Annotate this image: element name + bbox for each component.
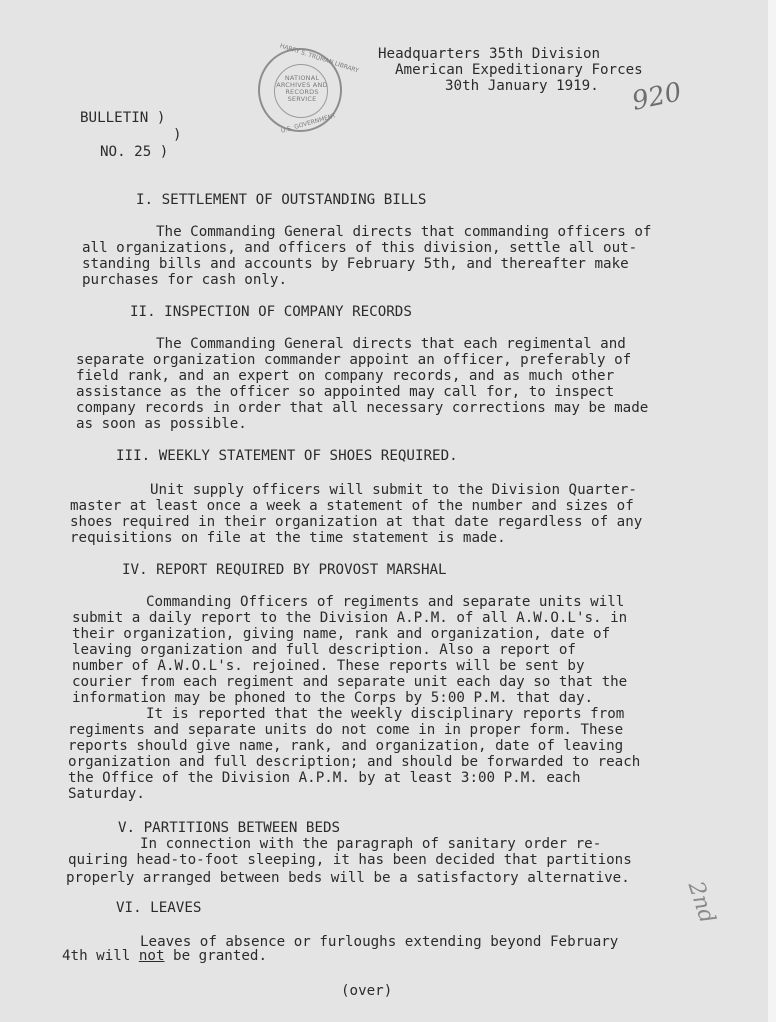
header-line-2: American Expeditionary Forces <box>395 62 643 78</box>
header-line-1: Headquarters 35th Division <box>378 46 601 62</box>
section-text-line: courier from each regiment and separate unit each day so that the <box>72 674 628 690</box>
section-text-line: purchases for cash only. <box>82 272 287 288</box>
archives-stamp <box>258 42 360 135</box>
section-text-line: their organization, giving name, rank and organization, date of <box>72 626 611 642</box>
section-text-line: master at least once a week a statement of the number and sizes of <box>70 498 634 514</box>
bulletin-label: BULLETIN ) <box>80 110 166 126</box>
section-text-line: Saturday. <box>68 786 145 802</box>
section-heading: VI. LEAVES <box>116 900 202 916</box>
section-text-line: regiments and separate units do not come in in proper form. These <box>68 722 624 738</box>
stamp-rim-top: HARRY S. TRUMAN LIBRARY <box>278 42 360 75</box>
section-text-line: standing bills and accounts by February 5th, and thereafter make <box>82 256 629 272</box>
margin-note: 2nd <box>682 878 720 927</box>
section-text-line: as soon as possible. <box>76 416 247 432</box>
section-text-line: reports should give name, rank, and organization, date of leaving <box>68 738 624 754</box>
section-text-line: the Office of the Division A.P.M. by at least 3:00 P.M. each <box>68 770 581 786</box>
section-heading: III. WEEKLY STATEMENT OF SHOES REQUIRED. <box>116 448 458 464</box>
emphasis-not: not <box>138 948 165 964</box>
section-heading: IV. REPORT REQUIRED BY PROVOST MARSHAL <box>122 562 447 578</box>
section-text-line: Commanding Officers of regiments and separate units will <box>146 594 625 610</box>
section-text-line: leaving organization and full description. Also a report of <box>72 642 576 658</box>
bulletin-number: NO. 25 ) <box>100 144 169 160</box>
stamp-line: SERVICE <box>287 95 317 103</box>
section-text-line: Unit supply officers will submit to the Division Quarter- <box>150 482 637 498</box>
section-text-line: all organizations, and officers of this division, settle all out- <box>82 240 638 256</box>
section-text-line: It is reported that the weekly disciplinary reports from <box>146 706 625 722</box>
section-text-line: separate organization commander appoint an officer, preferably of <box>76 352 632 368</box>
last-line-end: be granted. <box>164 948 267 964</box>
section-heading: V. PARTITIONS BETWEEN BEDS <box>118 820 341 836</box>
section-text-line: organization and full description; and should be forwarded to reach <box>68 754 641 770</box>
section-text-line: shoes required in their organization at that date regardless of any <box>70 514 643 530</box>
stamp-rim-bottom: U.S. GOVERNMENT <box>280 112 337 135</box>
section-text-line: submit a daily report to the Division A.P.M. of all A.W.O.L's. in <box>72 610 628 626</box>
section-text-line: number of A.W.O.L's. rejoined. These reports will be sent by <box>72 658 585 674</box>
section-text-line: The Commanding General directs that each regimental and <box>156 336 626 352</box>
section-text-line: field rank, and an expert on company records, and as much other <box>76 368 615 384</box>
section-text-line: quiring head-to-foot sleeping, it has been decided that partitions <box>68 852 632 868</box>
handwritten-number: 920 <box>629 77 685 117</box>
bulletin-bracket: ) <box>173 127 182 143</box>
section-last-line <box>62 948 267 964</box>
section-heading: I. SETTLEMENT OF OUTSTANDING BILLS <box>136 192 427 208</box>
section-text-line: information may be phoned to the Corps by 5:00 P.M. that day. <box>72 690 594 706</box>
section-text-line: properly arranged between beds will be a satisfactory alternative. <box>66 870 630 886</box>
stamp-line: ARCHIVES AND <box>276 81 328 89</box>
stamp-line: RECORDS <box>285 88 319 96</box>
section-text-line: assistance as the officer so appointed may call for, to inspect <box>76 384 615 400</box>
last-line-start: 4th will <box>62 948 139 964</box>
section-text-line: company records in order that all necessary corrections may be made <box>76 400 649 416</box>
section-text-line: The Commanding General directs that commanding officers of <box>156 224 652 240</box>
header-date: 30th January 1919. <box>445 78 599 94</box>
section-text-line: Leaves of absence or furloughs extending beyond February <box>140 934 619 950</box>
stamp-line: NATIONAL <box>284 74 320 82</box>
over-note: (over) <box>341 983 393 999</box>
section-text-line: requisitions on file at the time statement is made. <box>70 530 506 546</box>
section-text-line: In connection with the paragraph of sanitary order re- <box>140 836 602 852</box>
section-heading: II. INSPECTION OF COMPANY RECORDS <box>130 304 412 320</box>
